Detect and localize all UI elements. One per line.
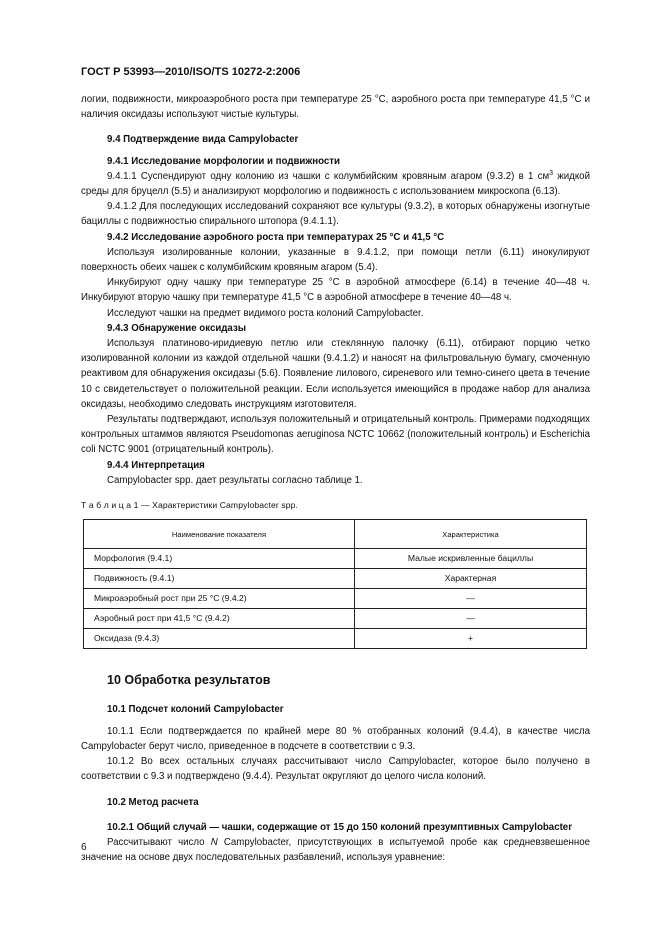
paragraph-10-2-1-text-cont: Campylobacter, присутствующих в испытуемой пробе как средневзвешенное значение на основе двух последовательных разбавлений, используя уравнение: [81,836,590,864]
intro-paragraph: логии, подвижности, микроаэробного роста при температуре 25 °С, аэробного роста при температуре 41,5 °С и наличия оксидазы используют чистые культуры. [81,94,590,121]
table-cell-value: + [355,629,587,649]
table-header-name: Наименование показателя [84,520,355,549]
table-row [84,609,587,629]
page-number: 6 [81,842,87,853]
table-cell-value: — [355,589,587,609]
paragraph-9-4-1-1-text: 9.4.1.1 Суспендируют одну колонию из чашки с колумбийским кровяным агаром (9.3.2) в 1 см [107,170,550,182]
paragraph-9-4-1-2: 9.4.1.2 Для последующих исследований сохраняют все культуры (9.3.2), в которых обнаружены изогнутые бациллы с подвижностью спирального штопора (9.4.1.1). [81,201,590,228]
table-cell-value: Характерная [355,569,587,589]
paragraph-9-4-1-1-text-cont: жидкой среды для бруцелл (5.5) и анализируют морфологию и подвижность с использованием микроскопа (6.13). [81,170,590,198]
section-10-2-1-heading: 10.2.1 Общий случай — чашки, содержащие от 15 до 150 колоний презумптивных Campylobacter [107,821,572,833]
section-9-4-heading: 9.4 Подтверждение вида Campylobacter [107,134,299,146]
table-header-value: Характеристика [355,520,587,549]
table-caption-text: — Характеристики Campylobacter spp. [138,500,298,511]
paragraph-10-2-1 [81,835,590,865]
section-10-2-heading: 10.2 Метод расчета [107,796,199,808]
table-cell-name: Морфология (9.4.1) [84,549,355,569]
paragraph-10-1-2: 10.1.2 Во всех остальных случаях рассчитывают число Campylobacter, которое было получено в соответствии с 9.3 и подтверждено (9.4.4). Результат округляют до целого числа колоний. [81,756,590,783]
characteristics-table [83,519,587,649]
paragraph-10-2-1-text: Рассчитывают число [107,836,211,848]
paragraph-9-4-1-1 [81,169,590,199]
section-9-4-4-heading: 9.4.4 Интерпретация [107,459,205,471]
table-row [84,629,587,649]
table-cell-name: Подвижность (9.4.1) [84,569,355,589]
table-cell-name: Оксидаза (9.4.3) [84,629,355,649]
document-header: ГОСТ Р 53993—2010/ISO/TS 10272-2:2006 [81,66,301,78]
superscript: 3 [549,169,554,177]
section-9-4-3-heading: 9.4.3 Обнаружение оксидазы [107,322,247,334]
variable-n: N [210,836,218,848]
paragraph-10-1-1: 10.1.1 Если подтверждается по крайней мере 80 % отобранных колоний (9.4.4), в качестве числа Campylobacter берут число, приведенное в подсчете в соответствии с 9.3. [81,725,590,752]
table-cell-value: — [355,609,587,629]
section-9-4-1-heading: 9.4.1 Исследование морфологии и подвижности [107,155,340,167]
table-row [84,589,587,609]
table-cell-name: Аэробный рост при 41,5 °С (9.4.2) [84,609,355,629]
paragraph-9-4-2-3: Исследуют чашки на предмет видимого роста колоний Campylobacter. [107,307,424,319]
section-9-4-2-heading: 9.4.2 Исследование аэробного роста при температурах 25 °С и 41,5 °С [107,231,445,243]
table-cell-name: Микроаэробный рост при 25 °С (9.4.2) [84,589,355,609]
section-10-heading: 10 Обработка результатов [107,673,271,688]
table-row [84,549,587,569]
paragraph-9-4-2-2: Инкубируют одну чашку при температуре 25 °С в аэробной атмосфере (6.14) в течение 40—48 ч. Инкубируют вторую чашку при температуре 41,5 °С в аэробной атмосфере в течение 40—48 ч. [81,277,590,304]
table-row [84,569,587,589]
table-caption [81,498,590,513]
paragraph-9-4-3-2: Результаты подтверждают, используя положительный и отрицательный контроль. Примерами подходящих контрольных штаммов являются Pseudomonas aeruginosa NCTC 10662 (положительный контроль) и Escherichia coli NCTC 9001 (отрицательный контроль). [81,414,590,456]
paragraph-9-4-2-1: Используя изолированные колонии, указанные в 9.4.1.2, при помощи петли (6.11) инокулируют поверхность обеих чашек с колумбийским кровяным агаром (5.4). [81,246,590,274]
section-10-1-heading: 10.1 Подсчет колоний Campylobacter [107,704,284,716]
paragraph-9-4-3-1: Используя платиново-иридиевую петлю или стеклянную палочку (6.11), отбирают порцию четко изолированной колонии из каждой отдельной чашки (9.4.1.2) и наносят на фильтровальную бумагу, смоченную реактивом для обнаружения оксидазы (5.6). Появление лилового, сиреневого или темно-синего цвета в течение 10 с свидетельствует о положительной реакции. Если используется имеющийся в продаже набор для анализа оксидазы, необходимо следовать инструкциям изготовителя. [81,338,590,410]
document-body [81,92,590,865]
table-caption-prefix: Т а б л и ц а 1 [81,500,139,511]
table-cell-value: Малые искривленные бациллы [355,549,587,569]
paragraph-9-4-4: Campylobacter spp. дает результаты согласно таблице 1. [107,474,363,486]
table-header-row [84,520,587,549]
